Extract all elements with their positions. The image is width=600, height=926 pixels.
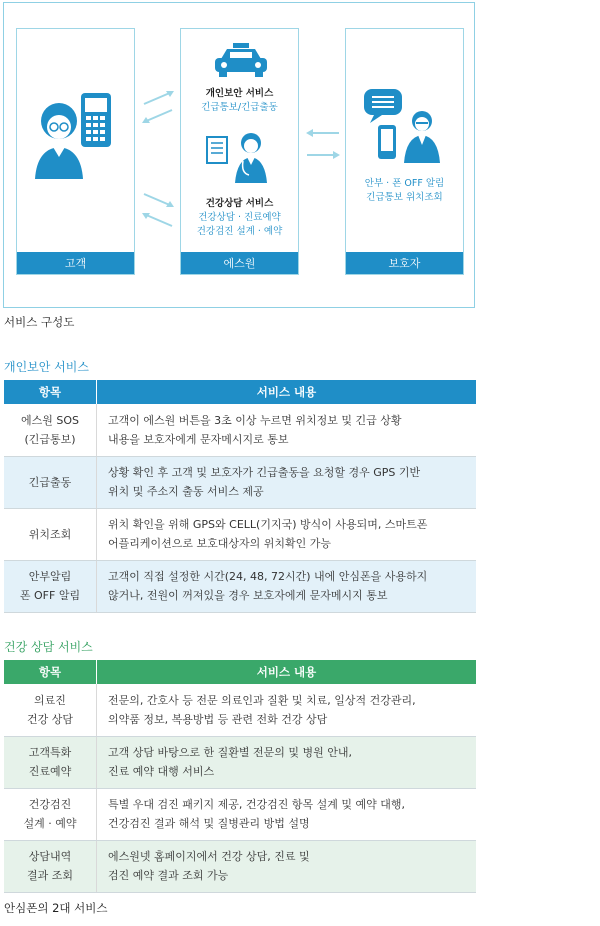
table-row <box>4 736 476 788</box>
guardian-text1: 안부 · 폰 OFF 알림 <box>364 178 445 189</box>
doctor-icon <box>205 129 275 185</box>
table-row <box>4 788 476 840</box>
table-row <box>4 456 476 508</box>
row-category-line2: 결과 조회 <box>26 869 73 882</box>
center-panel <box>180 28 299 275</box>
row-description-line2: 어플리케이션으로 보호대상자의 위치확인 가능 <box>108 537 332 550</box>
service1-title: 개인보안 서비스 <box>205 88 274 99</box>
row-category: 건강검진 <box>28 798 72 811</box>
security-section-title: 개인보안 서비스 <box>4 360 89 374</box>
service-diagram <box>3 2 475 308</box>
guardian-message-icon <box>360 85 450 165</box>
row-description: 고객 상담 바탕으로 한 질환별 전문의 및 병원 안내, <box>108 746 352 759</box>
customer-label: 고객 <box>17 252 134 274</box>
guardian-panel <box>345 28 464 275</box>
row-description-line2: 진료 예약 대행 서비스 <box>108 765 215 778</box>
guardian-label: 보호자 <box>346 252 463 274</box>
row-description: 고객이 직접 설정한 시간(24, 48, 72시간) 내에 안심폰을 사용하지 <box>108 570 428 583</box>
row-description: 위치 확인을 위해 GPS와 CELL(기지국) 방식이 사용되며, 스마트폰 <box>108 518 428 531</box>
diagram-caption: 서비스 구성도 <box>4 315 75 329</box>
row-category: 에스원 SOS <box>21 413 79 427</box>
table-row <box>4 404 476 456</box>
row-description-line2: 않거나, 전원이 꺼져있을 경우 보호자에게 문자메시지 통보 <box>108 589 388 602</box>
row-category: 긴급출동 <box>28 475 72 489</box>
row-description: 고객이 에스원 버튼을 3초 이상 누르면 위치정보 및 긴급 상황 <box>108 413 402 427</box>
row-category: 상담내역 <box>28 850 72 863</box>
header-item: 항목 <box>4 380 97 404</box>
center-label: 에스원 <box>181 252 298 274</box>
arrow-customer-to-center-bottom <box>138 191 178 211</box>
row-description-line2: 위치 및 주소지 출동 서비스 제공 <box>108 485 264 498</box>
table-header <box>4 660 476 684</box>
table-row <box>4 508 476 560</box>
service2-sub2: 건강검진 설계 · 예약 <box>196 226 283 237</box>
row-description: 에스원넷 홈페이지에서 건강 상담, 진료 및 <box>108 850 310 863</box>
guardian-text2: 긴급통보 위치조회 <box>366 192 443 203</box>
table-row <box>4 560 476 612</box>
header-content: 서비스 내용 <box>97 380 477 404</box>
row-category: 위치조회 <box>28 527 72 541</box>
customer-panel <box>16 28 135 275</box>
header-item: 항목 <box>4 660 97 684</box>
service1-sub: 긴급통보/긴급출동 <box>201 102 278 113</box>
car-icon <box>211 43 271 79</box>
row-category-line2: 건강 상담 <box>26 712 73 726</box>
footer-caption: 안심폰의 2대 서비스 <box>4 901 108 915</box>
arrow-center-to-customer-top <box>138 107 178 127</box>
service2-title: 건강상담 서비스 <box>205 198 274 209</box>
row-category: 안부알림 <box>28 570 72 583</box>
header-content: 서비스 내용 <box>97 660 477 684</box>
table-row <box>4 684 476 736</box>
service2-sub1: 건강상담 · 진료예약 <box>198 212 281 223</box>
table-header <box>4 380 476 404</box>
security-table <box>4 380 476 613</box>
arrow-center-to-customer-bottom <box>138 209 178 229</box>
arrow-guardian-to-center <box>303 127 343 139</box>
row-category-line2: 폰 OFF 알림 <box>19 589 81 602</box>
table-row <box>4 840 476 892</box>
row-description: 전문의, 간호사 등 전문 의료인과 질환 및 치료, 일상적 건강관리, <box>108 693 416 707</box>
row-description-line2: 의약품 정보, 복용방법 등 관련 전화 건강 상담 <box>108 712 328 726</box>
arrow-center-to-guardian <box>303 149 343 161</box>
row-description: 특별 우대 검진 패키지 제공, 건강검진 항목 설계 및 예약 대행, <box>108 798 405 811</box>
row-category: 의료진 <box>34 693 66 707</box>
row-category: 고객특화 <box>28 746 72 759</box>
health-section-title: 건강 상담 서비스 <box>4 640 93 654</box>
row-category-line2: 설계 · 예약 <box>23 817 77 830</box>
arrow-customer-to-center-top <box>138 87 178 107</box>
row-category-line2: 진료예약 <box>28 765 72 778</box>
row-description-line2: 내용을 보호자에게 문자메시지로 통보 <box>108 432 289 446</box>
row-category-line2: (긴급통보) <box>24 432 76 446</box>
health-table <box>4 660 476 893</box>
row-description: 상황 확인 후 고객 및 보호자가 긴급출동을 요청할 경우 GPS 기반 <box>108 466 421 479</box>
row-description-line2: 건강검진 결과 해석 및 질병관리 방법 설명 <box>108 817 310 830</box>
customer-phone-icon <box>29 91 129 181</box>
row-description-line2: 검진 예약 결과 조회 가능 <box>108 869 229 882</box>
